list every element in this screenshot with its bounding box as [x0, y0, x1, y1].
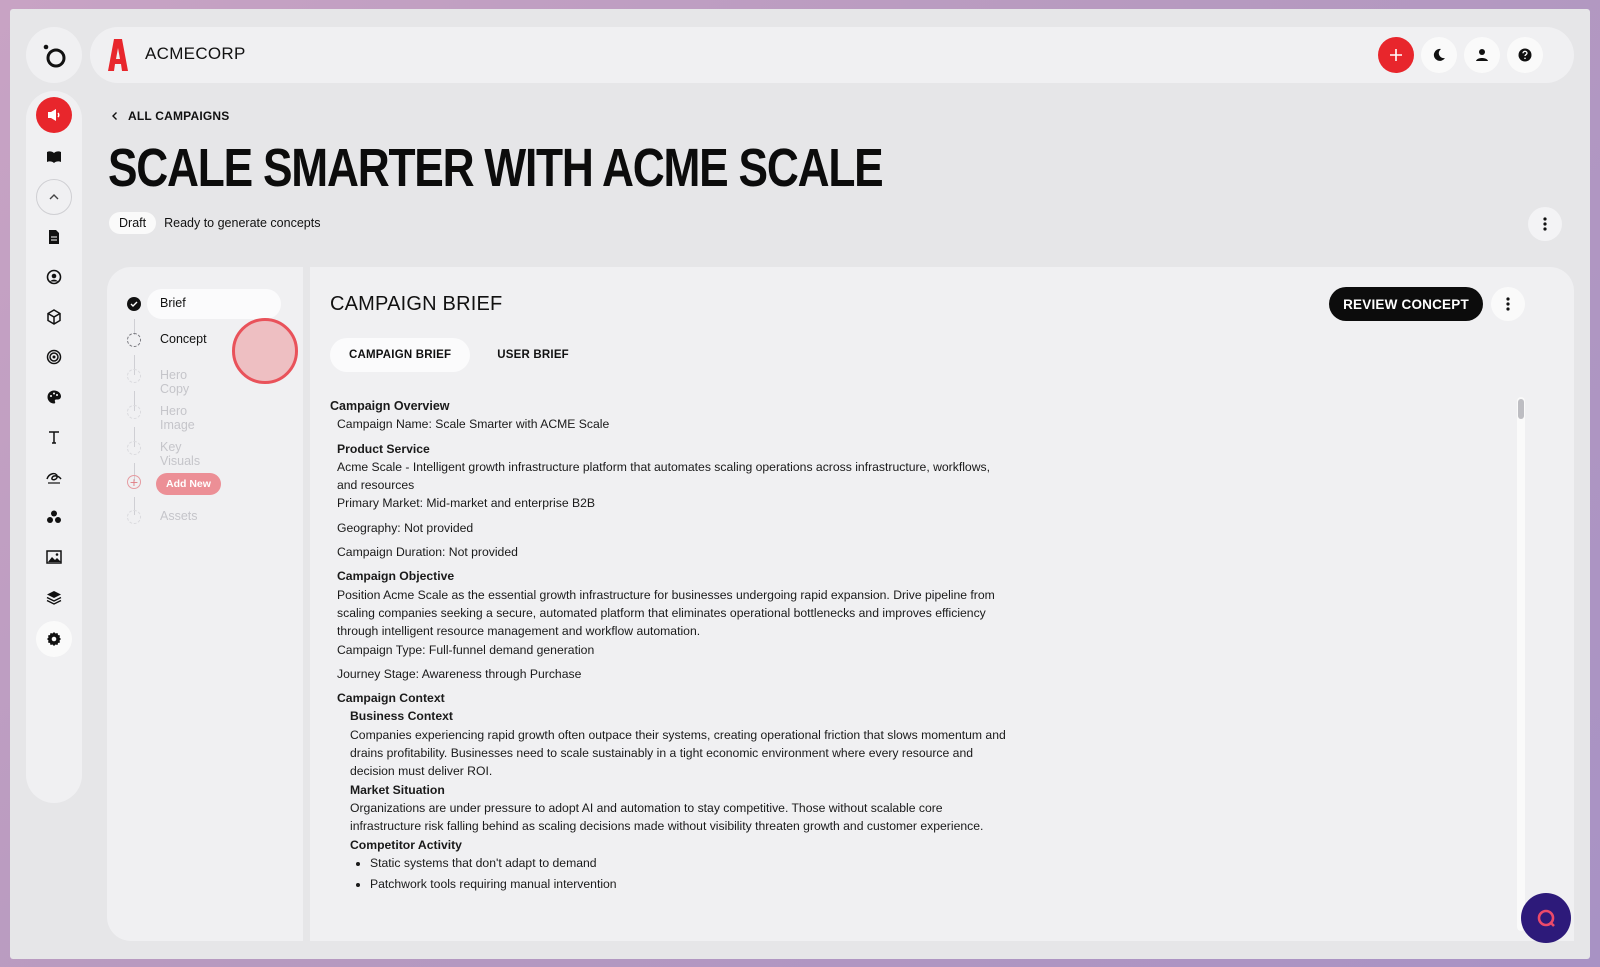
status-row — [109, 212, 320, 234]
assistant-chat-button[interactable] — [1521, 893, 1571, 943]
objective-desc: Position Acme Scale as the essential growth infrastructure for businesses undergoing rapid expansion. Drive pipeline from scaling companies seeking a secure, automated platform that eliminates operational bottlenecks and improves efficiency through intelligent resource management and workflow automation. — [337, 587, 995, 639]
journey-stage: Journey Stage: Awareness through Purchase — [337, 666, 582, 681]
rail-collapse-button[interactable] — [36, 179, 72, 215]
user-icon — [1475, 48, 1489, 62]
rail-brand-colors-button[interactable] — [36, 379, 72, 415]
rail-personas-button[interactable] — [36, 259, 72, 295]
product-desc: Acme Scale - Intelligent growth infrastructure platform that automates scaling operations across infrastructure, workflows, and resources — [337, 459, 990, 493]
status-badge: Draft — [109, 212, 156, 234]
chevron-left-icon — [110, 111, 120, 121]
page-title: SCALE SMARTER WITH ACME SCALE — [108, 138, 883, 198]
plus-icon — [1388, 47, 1404, 63]
step-label: Hero Copy — [160, 368, 190, 396]
breadcrumb-all-campaigns[interactable]: ALL CAMPAIGNS — [128, 109, 230, 123]
rail-products-button[interactable] — [36, 299, 72, 335]
list-item: • Static systems that don't adapt to demand — [370, 854, 1010, 872]
signature-icon — [45, 469, 63, 485]
pending-icon — [127, 441, 141, 455]
rail-layers-button[interactable] — [36, 579, 72, 615]
app-frame — [10, 9, 1590, 959]
step-label: Concept — [160, 332, 207, 346]
add-new-step-button[interactable]: Add New — [156, 473, 221, 495]
primary-market: Primary Market: Mid-market and enterprise B2B — [337, 496, 596, 511]
step-label: Key Visuals — [160, 440, 201, 468]
brief-content — [330, 397, 1010, 896]
app-logo[interactable] — [26, 27, 82, 83]
campaign-name: Campaign Name: Scale Smarter with ACME Scale — [337, 417, 610, 432]
pending-icon — [127, 369, 141, 383]
sidebar-rail — [26, 91, 82, 803]
product-heading: Product Service — [337, 441, 430, 456]
rail-campaigns-button[interactable] — [36, 97, 72, 133]
pending-icon — [127, 333, 141, 347]
type-icon — [47, 430, 61, 444]
scrollbar-thumb[interactable] — [1518, 399, 1524, 419]
objective-heading: Campaign Objective — [337, 569, 455, 584]
top-bar — [90, 27, 1574, 83]
page-more-button[interactable] — [1528, 207, 1562, 241]
layers-icon — [46, 589, 62, 605]
geography: Geography: Not provided — [337, 520, 474, 535]
target-icon — [46, 349, 62, 365]
gear-icon — [46, 631, 62, 647]
business-heading: Business Context — [350, 709, 453, 724]
create-new-button[interactable] — [1378, 37, 1414, 73]
book-icon — [46, 149, 62, 165]
document-icon — [47, 229, 61, 245]
palette-icon — [46, 389, 62, 405]
pending-icon — [127, 510, 141, 524]
plus-circle-icon: + — [127, 475, 141, 489]
rail-signature-button[interactable] — [36, 459, 72, 495]
app-logo-icon — [39, 40, 69, 70]
click-indicator — [232, 318, 298, 384]
image-icon — [46, 550, 62, 564]
overview-heading: Campaign Overview — [330, 399, 450, 413]
business-desc: Companies experiencing rapid growth often outpace their systems, creating operational friction that slows momentum and drains profitability. Businesses need to scale sustainably in a tight economic environment where every resource and decision must deliver ROI. — [350, 727, 1006, 779]
chevron-up-icon — [47, 190, 61, 204]
rail-goals-button[interactable] — [36, 339, 72, 375]
campaign-type: Campaign Type: Full-funnel demand generation — [337, 642, 595, 657]
user-circle-icon — [46, 269, 62, 285]
moon-icon — [1432, 48, 1446, 62]
brief-tabs — [330, 338, 588, 372]
step-label: Brief — [160, 296, 186, 310]
review-concept-button[interactable]: REVIEW CONCEPT — [1329, 287, 1483, 321]
market-desc: Organizations are under pressure to adopt AI and automation to stay competitive. Those without scalable core infrastructure risk falling behind as scaling decisions made without visibility threaten growth and customer experience. — [350, 800, 984, 834]
competitor-heading: Competitor Activity — [350, 837, 462, 852]
tab-campaign-brief[interactable]: CAMPAIGN BRIEF — [330, 338, 470, 372]
market-heading: Market Situation — [350, 782, 445, 797]
chat-assistant-icon — [1534, 906, 1558, 930]
cluster-icon — [46, 509, 62, 525]
more-vertical-icon — [1506, 297, 1510, 311]
tab-user-brief[interactable]: USER BRIEF — [497, 349, 569, 361]
rail-audiences-button[interactable] — [36, 499, 72, 535]
help-button[interactable] — [1507, 37, 1543, 73]
main-panel — [310, 267, 1574, 941]
rail-documents-button[interactable] — [36, 219, 72, 255]
competitor-list — [330, 854, 1010, 894]
breadcrumb[interactable] — [110, 109, 230, 123]
step-label: Hero Image — [160, 404, 195, 432]
pending-icon — [127, 405, 141, 419]
rail-images-button[interactable] — [36, 539, 72, 575]
campaign-duration: Campaign Duration: Not provided — [337, 545, 518, 560]
brand-logo-icon — [108, 39, 128, 71]
status-text: Ready to generate concepts — [164, 216, 321, 230]
cube-icon — [46, 309, 62, 325]
rail-settings-button[interactable] — [36, 621, 72, 657]
help-icon — [1518, 48, 1532, 62]
speaker-icon — [46, 107, 62, 123]
rail-typography-button[interactable] — [36, 419, 72, 455]
check-icon — [127, 297, 141, 311]
section-title: CAMPAIGN BRIEF — [330, 293, 503, 315]
profile-button[interactable] — [1464, 37, 1500, 73]
context-heading: Campaign Context — [337, 691, 445, 706]
list-item: • Patchwork tools requiring manual intervention — [370, 875, 1010, 893]
rail-library-button[interactable] — [36, 139, 72, 175]
brief-scrollbar[interactable] — [1517, 397, 1525, 931]
brand-name: ACMECORP — [145, 44, 246, 63]
dark-mode-toggle[interactable] — [1421, 37, 1457, 73]
step-label: Assets — [160, 509, 198, 523]
more-vertical-icon — [1543, 217, 1547, 231]
brief-more-button[interactable] — [1491, 287, 1525, 321]
